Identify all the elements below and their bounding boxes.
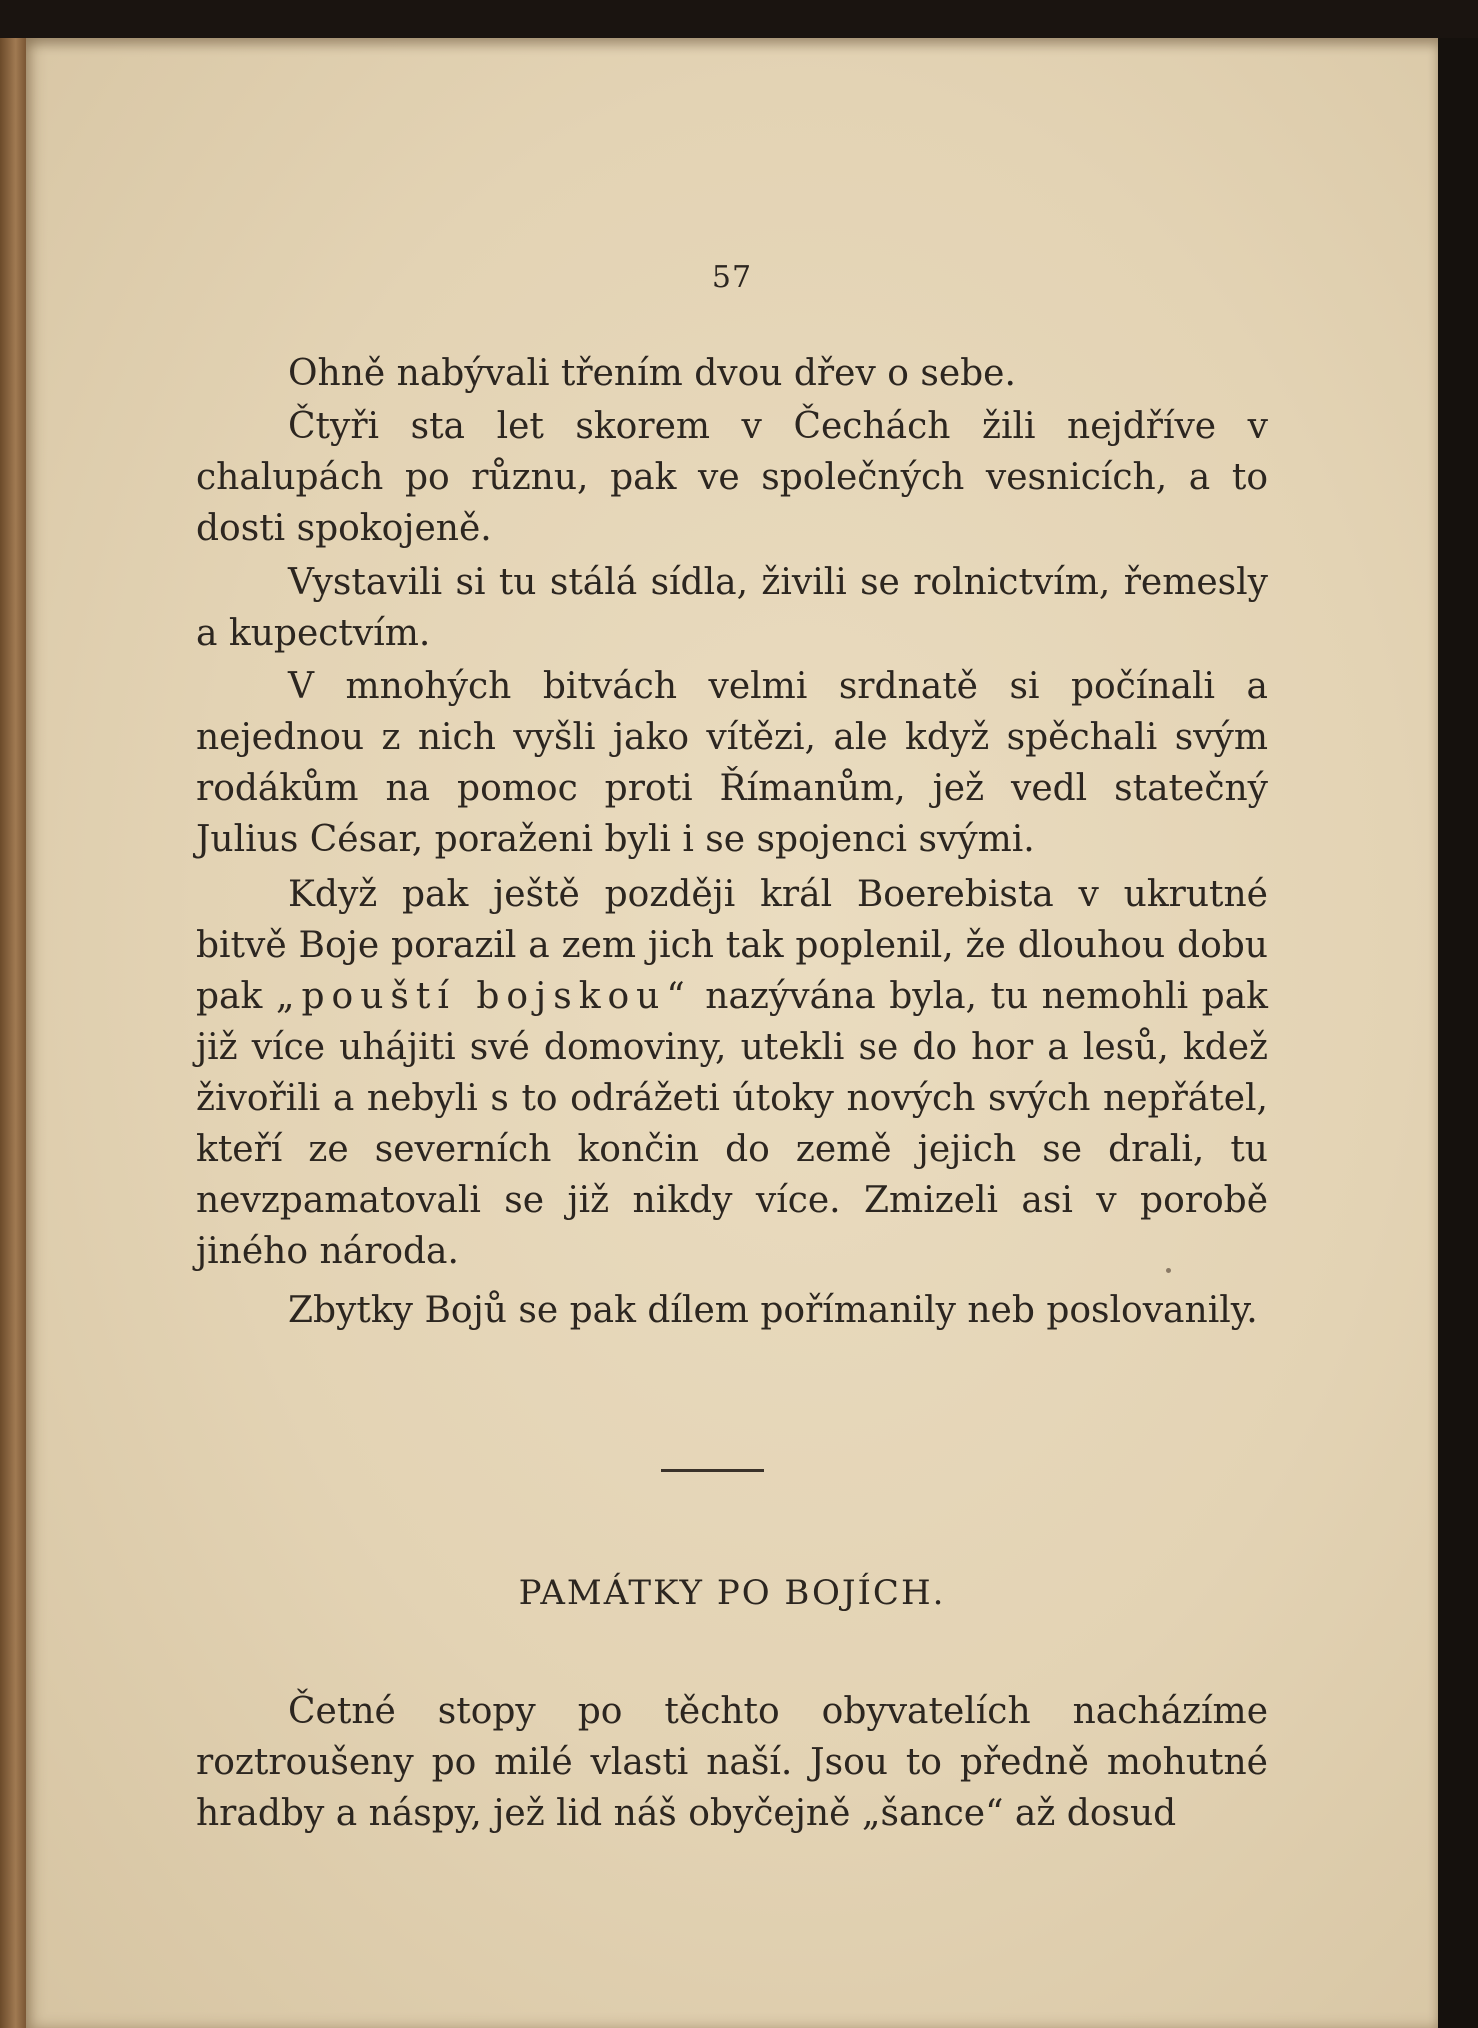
paragraph-5-emphasis: „pouští bojskou“ — [275, 976, 692, 1017]
paragraph-4: V mnohých bitvách velmi srdnatě si počínali a nejednou z nich vyšli jako vítězi, ale když spěchali svým rodákům na pomoc proti Římanům, jež vedl statečný Julius César, poraženi byli i se spojenci svými. — [196, 666, 1268, 860]
paragraph-5-after: nazývána byla, tu nemohli pak již více uhájiti své domoviny, utekli se do hor a lesů, kdež živořili a nebyli s to odrážeti útoky nových svých nepřátel, kteří ze severních končin do země jejich se drali, tu nevzpamatovali se již nikdy více. Zmizeli asi v porobě jiného národa. — [196, 976, 1268, 1272]
paragraph-3: Vystavili si tu stálá sídla, živili se rolnictvím, řemesly a kupectvím. — [196, 562, 1268, 654]
paragraph-5 — [196, 869, 1268, 1277]
section-divider-rule — [661, 1469, 764, 1472]
book-page — [26, 38, 1438, 2028]
paragraph-2: Čtyři sta let skorem v Čechách žili nejdříve v chalupách po různu, pak ve společných vesnicích, a to dosti spokojeně. — [196, 406, 1268, 549]
paragraph-1: Ohně nabývali třením dvou dřev o sebe. — [288, 353, 1016, 394]
paragraph-5-before: Když pak ještě později král Boerebista v ukrutné bitvě Boje porazil a zem jich tak poplenil, že dlouhou dobu pak — [196, 874, 1268, 1017]
page-number: 57 — [711, 260, 753, 295]
section-heading: PAMÁTKY PO BOJÍCH. — [518, 1573, 946, 1613]
paragraph-6: Zbytky Bojů se pak dílem pořímanily neb poslovanily. — [288, 1290, 1258, 1331]
section-paragraph: Četné stopy po těchto obyvatelích nacházíme roztroušeny po milé vlasti naší. Jsou to předně mohutné hradby a náspy, jež lid náš obyčejně „šance“ až dosud — [196, 1691, 1268, 1834]
page-shadow-edge — [1438, 38, 1478, 2028]
paper-speck — [1166, 1268, 1171, 1273]
book-gutter — [0, 38, 26, 2028]
